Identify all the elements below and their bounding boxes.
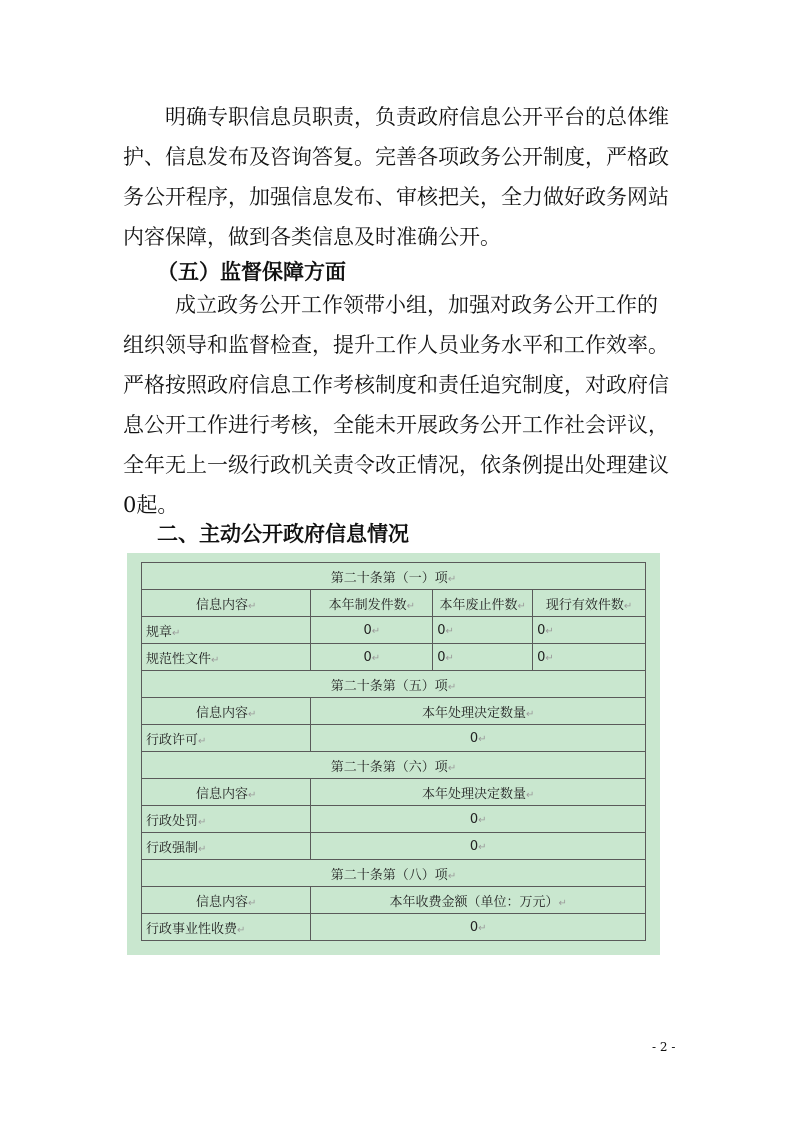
table-header-cell: 信息内容↵ xyxy=(142,698,311,725)
text-line: 息公开工作进行考核，全能未开展政务公开工作社会评议， xyxy=(123,413,669,437)
table-row xyxy=(142,617,646,644)
table-row xyxy=(142,860,646,887)
table-header-cell: 信息内容↵ xyxy=(142,590,311,617)
text-line: 护、信息发布及咨询答复。完善各项政务公开制度，严格政 xyxy=(123,145,669,169)
table-section-title: 第二十条第（八）项↵ xyxy=(142,860,646,887)
table-cell: 0↵ xyxy=(533,617,646,644)
text-line: 严格按照政府信息工作考核制度和责任追究制度，对政府信 xyxy=(123,373,669,397)
table-section-title: 第二十条第（一）项↵ xyxy=(142,563,646,590)
table-row xyxy=(142,671,646,698)
table-header-cell: 本年制发件数↵ xyxy=(311,590,433,617)
table-row xyxy=(142,644,646,671)
table-row xyxy=(142,914,646,941)
table-header-cell: 信息内容↵ xyxy=(142,779,311,806)
text-line: 明确专职信息员职责，负责政府信息公开平台的总体维 xyxy=(165,105,669,129)
table-row xyxy=(142,752,646,779)
text-line: 组织领导和监督检查，提升工作人员业务水平和工作效率。 xyxy=(123,333,669,357)
section-heading-supervision: （五）监督保障方面 xyxy=(157,260,346,284)
table-cell: 行政事业性收费↵ xyxy=(142,914,311,941)
table-cell: 行政处罚↵ xyxy=(142,806,311,833)
table-cell: 0↵ xyxy=(433,617,533,644)
paragraph-info-officer xyxy=(123,97,683,257)
table-section-title: 第二十条第（六）项↵ xyxy=(142,752,646,779)
table-cell: 0↵ xyxy=(311,725,646,752)
page-number: - 2 - xyxy=(652,1040,676,1054)
disclosure-table xyxy=(141,562,646,941)
table-row xyxy=(142,806,646,833)
table-row xyxy=(142,563,646,590)
section-heading-proactive-disclosure: 二、主动公开政府信息情况 xyxy=(157,522,409,546)
table-cell: 规范性文件↵ xyxy=(142,644,311,671)
table-cell: 规章↵ xyxy=(142,617,311,644)
table-cell: 0↵ xyxy=(311,644,433,671)
text-line: 内容保障，做到各类信息及时准确公开。 xyxy=(123,225,501,249)
table-cell: 0↵ xyxy=(533,644,646,671)
table-cell: 行政许可↵ xyxy=(142,725,311,752)
table-header-row xyxy=(142,779,646,806)
table-cell: 0↵ xyxy=(433,644,533,671)
text-line: 务公开程序，加强信息发布、审核把关，全力做好政务网站 xyxy=(123,185,669,209)
table-section-title: 第二十条第（五）项↵ xyxy=(142,671,646,698)
table-header-cell: 现行有效件数↵ xyxy=(533,590,646,617)
text-line: 全年无上一级行政机关责令改正情况，依条例提出处理建议 xyxy=(123,453,669,477)
table-header-cell: 本年废止件数↵ xyxy=(433,590,533,617)
text-line: 0起。 xyxy=(123,493,179,517)
table-cell: 0↵ xyxy=(311,833,646,860)
table-cell: 0↵ xyxy=(311,806,646,833)
table-header-cell: 本年处理决定数量↵ xyxy=(311,779,646,806)
table-cell: 0↵ xyxy=(311,914,646,941)
table-header-row xyxy=(142,698,646,725)
table-header-cell: 本年收费金额（单位：万元）↵ xyxy=(311,887,646,914)
table-row xyxy=(142,725,646,752)
table-row xyxy=(142,833,646,860)
table-header-cell: 本年处理决定数量↵ xyxy=(311,698,646,725)
table-header-row xyxy=(142,590,646,617)
table-header-cell: 信息内容↵ xyxy=(142,887,311,914)
disclosure-table-background xyxy=(127,553,660,955)
table-cell: 0↵ xyxy=(311,617,433,644)
table-cell: 行政强制↵ xyxy=(142,833,311,860)
paragraph-supervision xyxy=(123,285,683,525)
table-header-row xyxy=(142,887,646,914)
text-line: 成立政务公开工作领带小组，加强对政务公开工作的 xyxy=(175,293,658,317)
